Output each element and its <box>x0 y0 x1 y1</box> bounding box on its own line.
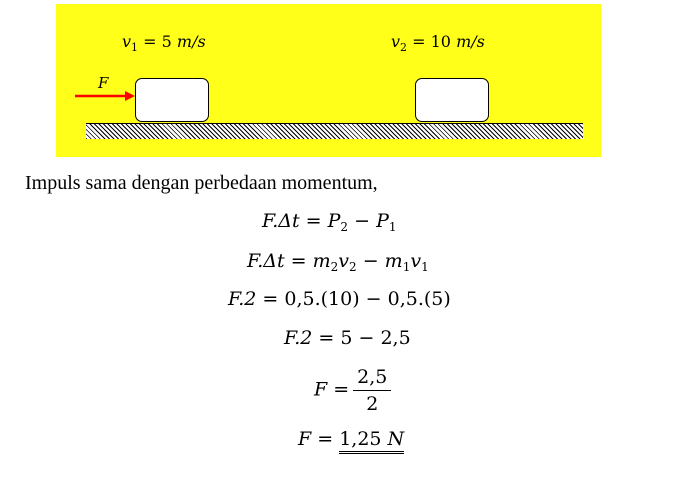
force-label: F <box>98 74 109 92</box>
equation-4: F.2 = 5 − 2,5 <box>284 327 411 349</box>
velocity-2-label: $v_2 = 10$ m/s <box>391 32 485 54</box>
hatched-ground <box>86 123 583 139</box>
equation-5: F = $\frac{2,5}{2}$ <box>314 366 391 415</box>
force-arrow-icon <box>75 89 137 103</box>
equation-1: $F.\Delta t = P_2 - P_1$ <box>262 210 397 234</box>
equation-6: F = 1,25 N <box>298 428 404 450</box>
block-1 <box>135 78 209 122</box>
final-answer: 1,25 N <box>339 428 404 454</box>
equation-3: F.2 = 0,5.(10) − 0,5.(5) <box>228 288 451 310</box>
intro-text: Impuls sama dengan perbedaan momentum, <box>25 172 378 194</box>
velocity-1-label: $v_1 = 5$ m/s <box>122 32 206 54</box>
equation-2: $F.\Delta t = m_2v_2 - m_1v_1$ <box>247 250 429 274</box>
block-2 <box>415 78 489 122</box>
fraction: $\frac{2,5}{2}$ <box>353 366 391 415</box>
momentum-diagram <box>56 4 601 157</box>
